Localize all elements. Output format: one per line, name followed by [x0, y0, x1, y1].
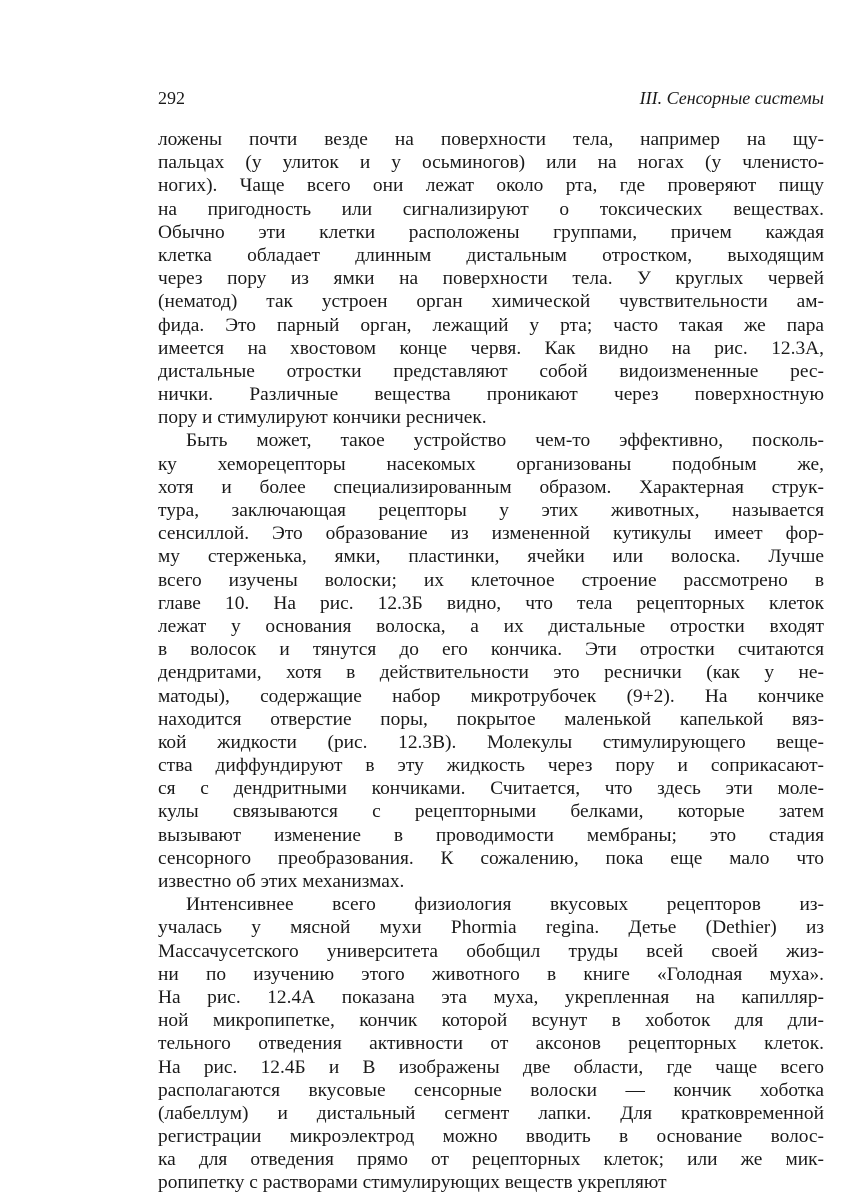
text-line: находится отверстие поры, покрытое маленькой капелькой вяз-	[158, 708, 824, 730]
text-line: учалась у мясной мухи Phormia regina. Детье (Dethier) из	[158, 917, 824, 939]
text-line: сенсорного преобразования. К сожалению, пока еще мало что	[158, 847, 824, 869]
text-line: вызывают изменение в проводимости мембраны; это стадия	[158, 824, 824, 846]
text-line: На рис. 12.4Б и В изображены две области, где чаще всего	[158, 1056, 824, 1078]
text-line: На рис. 12.4А показана эта муха, укрепленная на капилляр-	[158, 986, 824, 1008]
text-line: хотя и более специализированным образом. Характерная струк-	[158, 476, 824, 498]
body-text	[158, 128, 824, 1195]
text-line: ка для отведения прямо от рецепторных клеток; или же мик-	[158, 1149, 824, 1171]
text-line: ства диффундируют в эту жидкость через пору и соприкасают-	[158, 755, 824, 777]
page-number: 292	[158, 88, 185, 108]
text-line: дендритами, хотя в действительности это реснички (как у не-	[158, 662, 824, 684]
text-line: Интенсивнее всего физиология вкусовых рецепторов из-	[186, 894, 824, 916]
text-line: через пору из ямки на поверхности тела. У круглых червей	[158, 268, 824, 290]
text-line: тельного отведения активности от аксонов рецепторных клеток.	[158, 1033, 824, 1055]
text-line: главе 10. На рис. 12.3Б видно, что тела рецепторных клеток	[158, 592, 824, 614]
text-line: ной микропипетке, кончик которой всунут в хоботок для дли-	[158, 1010, 824, 1032]
text-line: Обычно эти клетки расположены группами, причем каждая	[158, 221, 824, 243]
text-line: ни по изучению этого животного в книге «Голодная муха».	[158, 963, 824, 985]
text-line: кой жидкости (рис. 12.3В). Молекулы стимулирующего веще-	[158, 731, 824, 753]
text-line: Быть может, такое устройство чем-то эффективно, посколь-	[186, 430, 824, 452]
text-line: (нематод) так устроен орган химической чувствительности ам-	[158, 291, 824, 313]
text-line: ропипетку с растворами стимулирующих веществ укрепляют	[158, 1172, 667, 1194]
text-line: регистрации микроэлектрод можно вводить в основание волос-	[158, 1126, 824, 1148]
text-line: ку хеморецепторы насекомых организованы подобным же,	[158, 453, 824, 475]
text-line: ся с дендритными кончиками. Считается, что здесь эти моле-	[158, 778, 824, 800]
text-line: матоды), содержащие набор микротрубочек (9+2). На кончике	[158, 685, 824, 707]
text-line: Массачусетского университета обобщил труды всей своей жиз-	[158, 940, 824, 962]
text-line: имеется на хвостовом конце червя. Как видно на рис. 12.3А,	[158, 337, 824, 359]
text-line: сенсиллой. Это образование из измененной кутикулы имеет фор-	[158, 523, 824, 545]
text-line: (лабеллум) и дистальный сегмент лапки. Для кратковременной	[158, 1102, 824, 1124]
text-line: дистальные отростки представляют собой видоизмененные рес-	[158, 360, 824, 382]
text-line: нички. Различные вещества проникают через поверхностную	[158, 384, 824, 406]
text-line: лежат у основания волоска, а их дистальные отростки входят	[158, 615, 824, 637]
paragraph	[158, 128, 824, 429]
text-line: тура, заключающая рецепторы у этих животных, называется	[158, 500, 824, 521]
paragraph	[158, 893, 824, 1194]
text-line: всего изучены волоски; их клеточное строение рассмотрено в	[158, 569, 824, 591]
text-line: пору и стимулируют кончики ресничек.	[158, 407, 487, 429]
text-line: в волосок и тянутся до его кончика. Эти отростки считаются	[158, 639, 824, 661]
text-line: на пригодность или сигнализируют о токсических веществах.	[158, 198, 824, 220]
text-line: известно об этих механизмах.	[158, 871, 405, 892]
text-line: клетка обладает длинным дистальным отростком, выходящим	[158, 244, 824, 266]
text-line: ложены почти везде на поверхности тела, например на щу-	[158, 129, 824, 150]
text-line: му стерженька, ямки, пластинки, ячейки или волоска. Лучше	[158, 546, 824, 568]
text-line: ногих). Чаще всего они лежат около рта, где проверяют пищу	[158, 175, 824, 197]
page-header	[158, 88, 824, 116]
text-line: фида. Это парный орган, лежащий у рта; часто такая же пара	[158, 314, 824, 336]
text-line: располагаются вкусовые сенсорные волоски — кончик хоботка	[158, 1079, 824, 1101]
text-line: пальцах (у улиток и у осьминогов) или на ногах (у членисто-	[158, 152, 824, 174]
paragraph	[158, 429, 824, 893]
text-line: кулы связываются с рецепторными белками, которые затем	[158, 801, 824, 823]
running-head: III. Сенсорные системы	[639, 88, 824, 108]
